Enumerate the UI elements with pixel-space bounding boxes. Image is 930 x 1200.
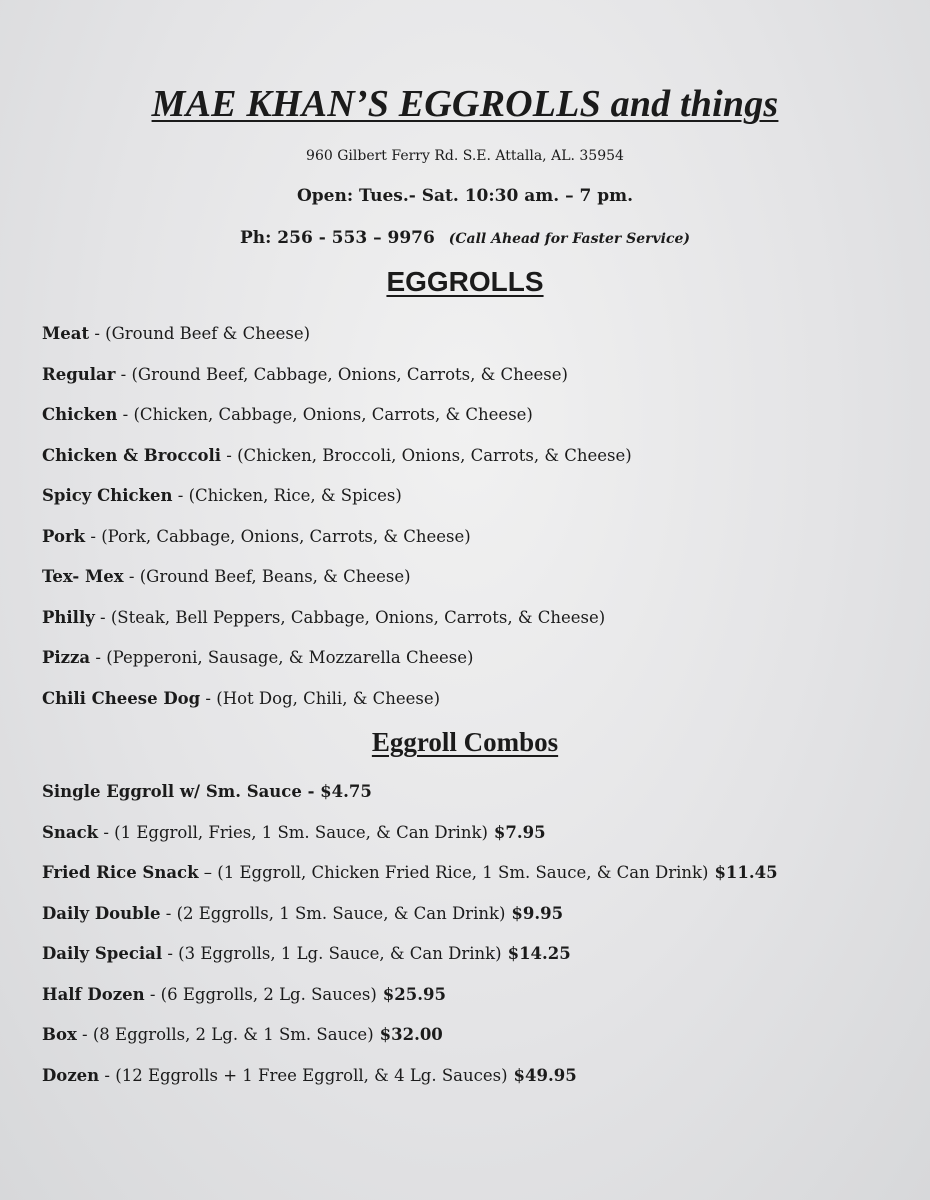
phone-line xyxy=(0,228,930,248)
item-name: Pork xyxy=(42,526,86,546)
item-separator: - xyxy=(76,1025,93,1044)
item-separator: - xyxy=(94,607,111,627)
eggroll-item-pork xyxy=(42,526,912,567)
item-price: $49.95 xyxy=(513,1065,577,1085)
item-name: Pizza xyxy=(42,648,91,667)
combo-item-fried-rice-snack xyxy=(42,862,912,903)
opening-hours: Open: Tues.- Sat. 10:30 am. – 7 pm. xyxy=(296,186,634,206)
item-separator: - xyxy=(115,364,132,384)
combo-item-daily-special xyxy=(42,943,912,984)
item-price: $7.95 xyxy=(493,822,546,842)
item-separator: – xyxy=(198,863,218,882)
item-name: Meat xyxy=(42,324,90,343)
eggroll-item-meat xyxy=(42,323,912,364)
item-description: (Steak, Bell Peppers, Cabbage, Onions, Carrots, & Cheese) xyxy=(110,607,606,627)
item-description: (Ground Beef & Cheese) xyxy=(105,324,311,343)
item-separator: - xyxy=(85,526,102,546)
eggroll-item-philly xyxy=(42,607,912,648)
item-name: Chicken xyxy=(42,405,118,424)
item-name: Single Eggroll w/ Sm. Sauce - $4.75 xyxy=(42,782,372,801)
item-name: Box xyxy=(42,1025,77,1044)
item-description: (8 Eggrolls, 2 Lg. & 1 Sm. Sauce) xyxy=(92,1025,374,1044)
item-price: $32.00 xyxy=(379,1025,443,1044)
item-separator: - xyxy=(200,688,217,708)
item-separator: - xyxy=(162,944,179,963)
combo-item-half-dozen xyxy=(42,984,912,1025)
item-description: (12 Eggrolls + 1 Free Eggroll, & 4 Lg. Sauces) xyxy=(115,1065,508,1085)
restaurant-title: MAE KHAN’S EGGROLLS and things xyxy=(151,83,779,125)
item-separator: - xyxy=(99,1065,116,1085)
item-price: $25.95 xyxy=(382,984,446,1004)
item-description: (3 Eggrolls, 1 Lg. Sauce, & Can Drink) xyxy=(178,944,502,963)
item-separator: - xyxy=(89,324,106,343)
item-description: (1 Eggroll, Fries, 1 Sm. Sauce, & Can Drink) xyxy=(114,822,488,842)
eggroll-item-spicy-chicken xyxy=(42,485,912,526)
combo-list xyxy=(42,781,912,1105)
item-name: Daily Double xyxy=(42,903,161,923)
eggroll-item-pizza xyxy=(42,647,912,688)
item-description: (2 Eggrolls, 1 Sm. Sauce, & Can Drink) xyxy=(176,903,506,923)
item-name: Philly xyxy=(42,607,95,627)
item-description: (Ground Beef, Cabbage, Onions, Carrots, & Cheese) xyxy=(131,364,568,384)
item-separator: - xyxy=(172,486,189,505)
combo-item-single xyxy=(42,781,912,822)
restaurant-address: 960 Gilbert Ferry Rd. S.E. Attalla, AL. 35954 xyxy=(306,148,624,164)
eggroll-item-chicken-broccoli xyxy=(42,445,912,486)
item-separator: - xyxy=(90,648,107,667)
eggroll-item-chicken xyxy=(42,404,912,445)
item-description: (6 Eggrolls, 2 Lg. Sauces) xyxy=(160,984,377,1004)
item-name: Chicken & Broccoli xyxy=(42,445,222,465)
eggroll-item-tex-mex xyxy=(42,566,912,607)
item-separator: - xyxy=(144,984,161,1004)
eggrolls-heading: EGGROLLS xyxy=(386,266,544,297)
item-name: Spicy Chicken xyxy=(42,486,173,505)
item-description: (Chicken, Cabbage, Onions, Carrots, & Cheese) xyxy=(133,405,533,424)
item-price: $11.45 xyxy=(714,863,778,882)
combo-item-dozen xyxy=(42,1065,912,1106)
item-description: (1 Eggroll, Chicken Fried Rice, 1 Sm. Sauce, & Can Drink) xyxy=(217,863,709,882)
item-name: Chili Cheese Dog xyxy=(42,688,201,708)
combos-heading: Eggroll Combos xyxy=(371,727,559,757)
item-name: Daily Special xyxy=(42,944,163,963)
item-description: (Hot Dog, Chili, & Cheese) xyxy=(216,688,441,708)
item-description: (Pork, Cabbage, Onions, Carrots, & Cheese) xyxy=(101,526,471,546)
eggroll-item-chili-cheese-dog xyxy=(42,688,912,729)
item-separator: - xyxy=(123,567,140,586)
item-name: Snack xyxy=(42,822,99,842)
item-separator: - xyxy=(221,445,238,465)
combo-item-daily-double xyxy=(42,903,912,944)
item-separator: - xyxy=(117,405,134,424)
item-name: Dozen xyxy=(42,1065,100,1085)
item-name: Half Dozen xyxy=(42,984,145,1004)
item-separator: - xyxy=(98,822,115,842)
item-description: (Ground Beef, Beans, & Cheese) xyxy=(139,567,411,586)
item-description: (Chicken, Broccoli, Onions, Carrots, & Cheese) xyxy=(237,445,632,465)
item-name: Regular xyxy=(42,364,116,384)
item-price: $14.25 xyxy=(507,944,571,963)
combo-item-snack xyxy=(42,822,912,863)
item-name: Fried Rice Snack xyxy=(42,863,199,882)
item-description: (Pepperoni, Sausage, & Mozzarella Cheese) xyxy=(106,648,474,667)
item-description: (Chicken, Rice, & Spices) xyxy=(188,486,402,505)
phone-note: (Call Ahead for Faster Service) xyxy=(448,231,691,247)
eggroll-list xyxy=(42,323,912,728)
item-price: $9.95 xyxy=(511,903,564,923)
eggroll-item-regular xyxy=(42,364,912,405)
phone-number: Ph: 256 - 553 – 9976 xyxy=(239,228,435,248)
combo-item-box xyxy=(42,1024,912,1065)
item-name: Tex- Mex xyxy=(42,567,124,586)
item-separator: - xyxy=(160,903,177,923)
